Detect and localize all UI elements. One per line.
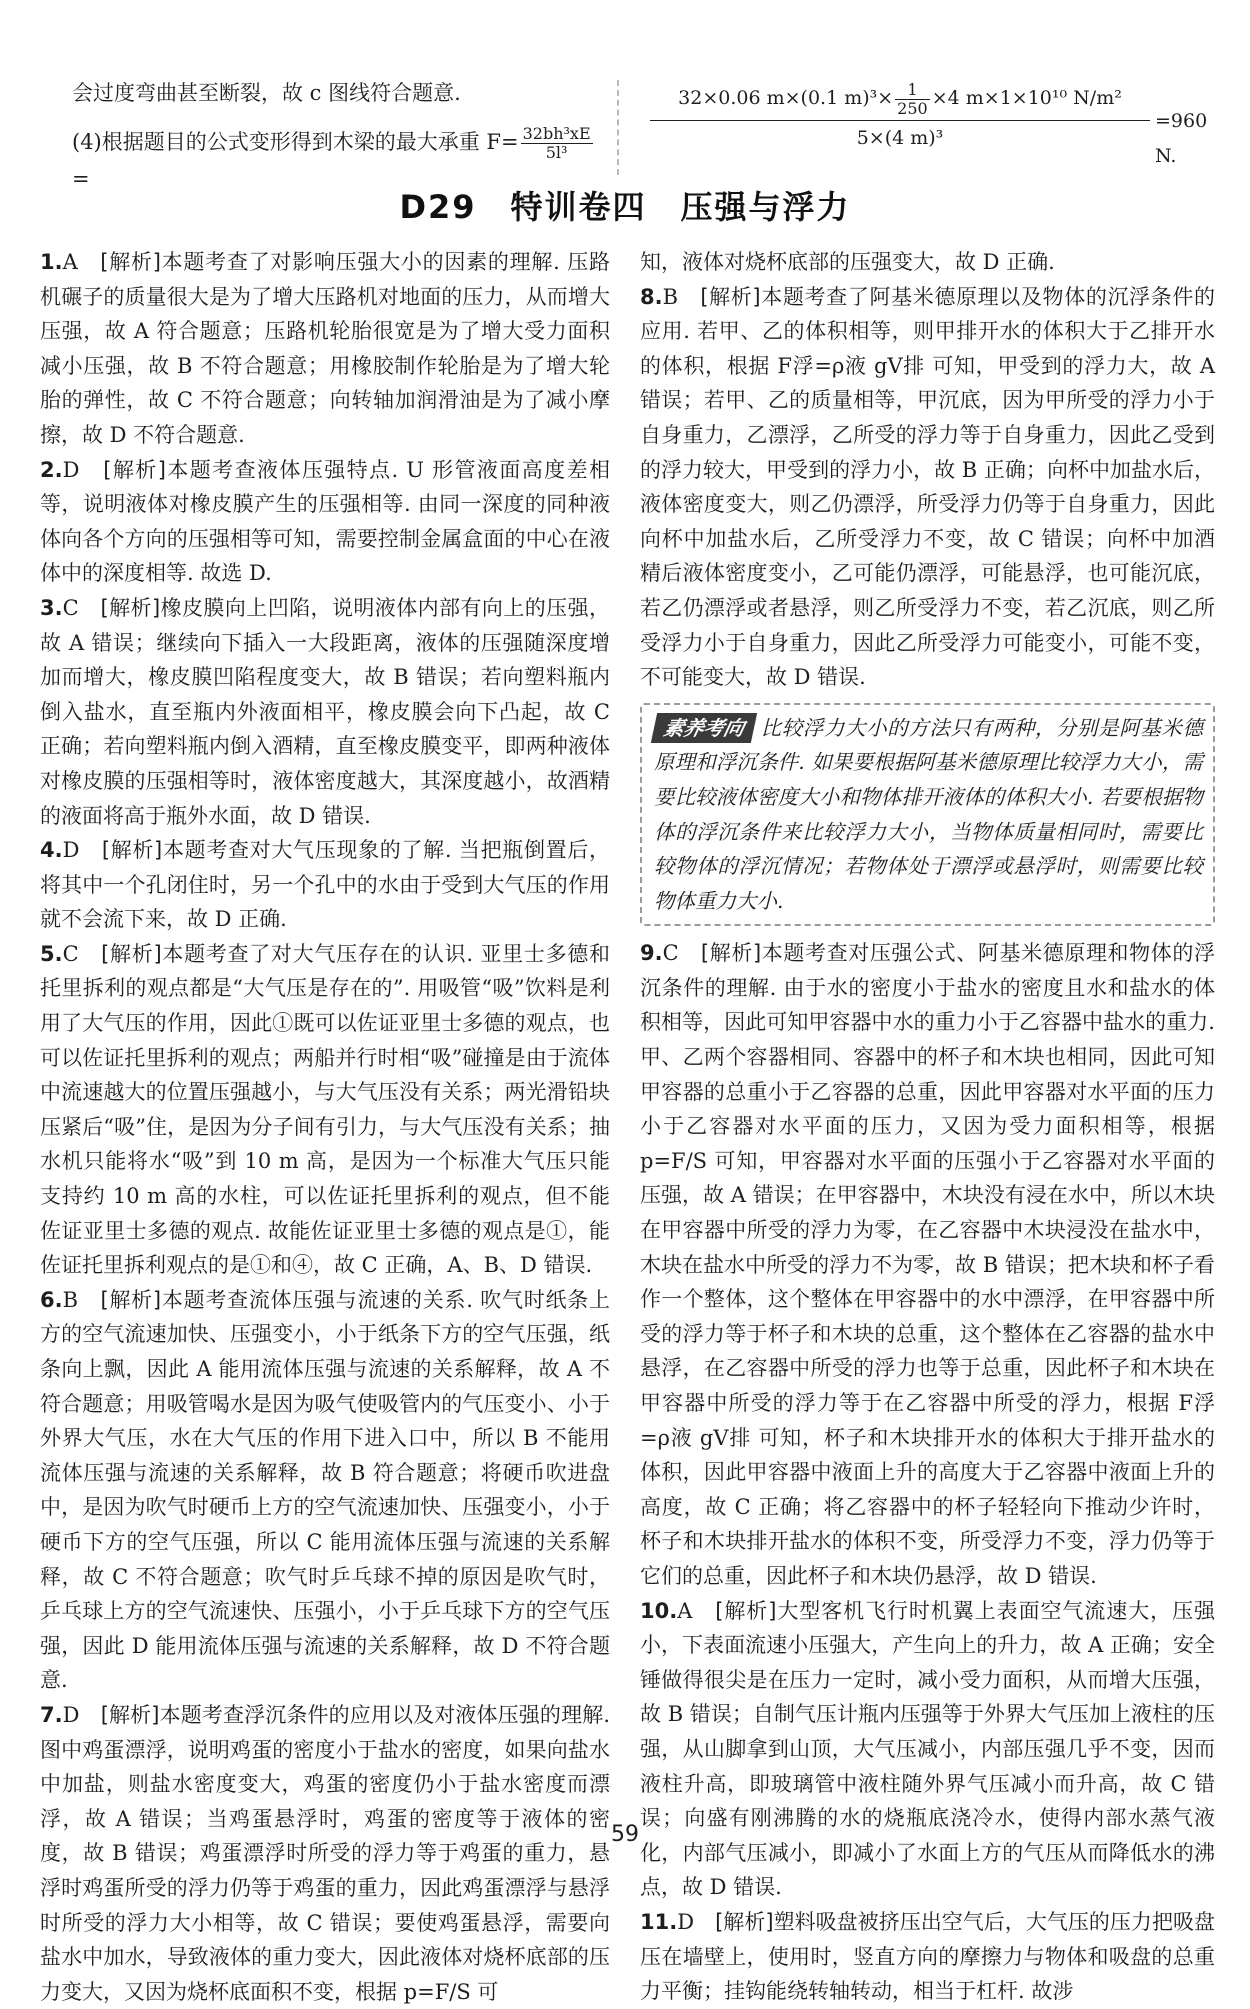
answer-item-4 bbox=[40, 833, 610, 937]
item-tag: [解析] bbox=[715, 1598, 777, 1623]
answer-item-6 bbox=[40, 1283, 610, 1698]
calc-fraction bbox=[650, 78, 1210, 178]
item-text: 本题考查了对大气压存在的认识. 亚里士多德和托里拆利的观点都是“大气压是存在的”. 用吸管“吸”饮料是利用了大气压的作用，因此①既可以佐证亚里士多德的观点，也可以佐证托里拆利的观点；两船并行时相“吸”碰撞是由于流体中流速越大的位置压强越小，与大气压没有关系；两光滑铅块压紧后“吸”住，是因为分子间有引力，与大气压没有关系；抽水机只能将水“吸”到 10 m 高，是因为一个标准大气压只能支持约 10 m 高的水柱，可以佐证托里拆利的观点，但不能佐证亚里士多德的观点. 故能佐证亚里士多德的观点是①，能佐证托里拆利观点的是①和④，故 C 正确，A、B、D 错误. bbox=[40, 941, 610, 1278]
item-text: 本题考查了阿基米德原理以及物体的沉浮条件的应用. 若甲、乙的体积相等，则甲排开水的体积大于乙排开水的体积，根据 F浮=ρ液 gV排 可知，甲受到的浮力大，故 A 错误；若甲、乙的质量相等，甲沉底，因为甲所受的浮力小于自身重力，乙漂浮，乙所受的浮力等于自身重力，因此乙受到的浮力较大，甲受到的浮力小，故 B 正确；向杯中加盐水后，液体密度变大，则乙仍漂浮，所受浮力仍等于自身重力，因此向杯中加盐水后，乙所受浮力不变，故 C 错误；向杯中加酒精后液体密度变小，乙可能仍漂浮，可能悬浮，也可能沉底，若乙仍漂浮或者悬浮，则乙所受浮力不变，若乙沉底，则乙所受浮力小于自身重力，因此乙所受浮力可能变小，可能不变，不可能变大，故 D 错误. bbox=[640, 284, 1216, 690]
item-answer: D bbox=[62, 457, 80, 482]
column-divider bbox=[617, 80, 619, 175]
item-answer: C bbox=[662, 941, 679, 966]
item-tag: [解析] bbox=[715, 1909, 774, 1934]
item-number: 2. bbox=[40, 457, 63, 482]
top-line-2-suffix: = bbox=[72, 166, 90, 191]
answer-item-2 bbox=[40, 453, 610, 591]
page-number: 59 bbox=[611, 1822, 639, 1847]
answer-item-7-continued: 知，液体对烧杯底部的压强变大，故 D 正确. bbox=[640, 250, 1055, 274]
fraction-result: =960 N. bbox=[1155, 110, 1208, 167]
left-column bbox=[40, 245, 610, 2009]
item-text: 橡皮膜向上凹陷，说明液体内部有向上的压强，故 A 错误；继续向下插入一大段距离，液体的压强随深度增加而增大，橡皮膜凹陷程度变大，故 B 错误；若向塑料瓶内倒入盐水，直至瓶内外液面相平，橡皮膜会向下凸起，故 C 正确；若向塑料瓶内倒入酒精，直至橡皮膜变平，即两种液体对橡皮膜的压强相等时，液体密度越大，其深度越小，故酒精的液面将高于瓶外水面，故 D 错误. bbox=[40, 595, 611, 828]
item-number: 10. bbox=[640, 1598, 678, 1623]
item-number: 8. bbox=[640, 284, 663, 309]
small-fraction-numerator: 1 bbox=[895, 81, 930, 100]
competency-note-box bbox=[640, 703, 1215, 927]
item-text: 本题考查液体压强特点. U 形管液面高度差相等，说明液体对橡皮膜产生的压强相等. 由同一深度的同种液体向各个方向的压强相等可知，需要控制金属盒面的中心在液体中的深度相等. 故选 D. bbox=[40, 457, 610, 586]
item-answer: D bbox=[62, 1702, 80, 1727]
top-line-2-prefix: (4)根据题目的公式变形得到木梁的最大承重 F= bbox=[72, 129, 519, 154]
numerator-part-a: 32×0.06 m×(0.1 m)³× bbox=[678, 87, 894, 109]
item-text: 本题考查对压强公式、阿基米德原理和物体的浮沉条件的理解. 由于水的密度小于盐水的密度且水和盐水的体积相等，因此可知甲容器中水的重力小于乙容器中盐水的重力. 甲、乙两个容器相同、容器中的杯子和木块也相同，因此可知甲容器的总重小于乙容器的总重，因此甲容器对水平面的压力小于乙容器对水平面的压力，又因为受力面积相等，根据 p=F/S 可知，甲容器对水平面的压强小于乙容器对水平面的压强，故 A 错误；在甲容器中，木块没有浸在水中，所以木块在甲容器中所受的浮力为零，在乙容器中木块浸没在盐水中，木块在盐水中所受的浮力不为零，故 B 错误；把木块和杯子看作一个整体，这个整体在甲容器中的水中漂浮，在甲容器中所受的浮力等于杯子和木块的总重，这个整体在乙容器的盐水中悬浮，在乙容器中所受的浮力也等于总重，因此杯子和木块在甲容器中所受的浮力等于在乙容器中所受的浮力，根据 F浮=ρ液 gV排 可知，杯子和木块排开水的体积大于排开盐水的体积，因此甲容器中液面上升的高度大于乙容器中液面上升的高度，故 C 正确；将乙容器中的杯子轻轻向下推动少许时，杯子和木块排开盐水的体积不变，所受浮力不变，浮力仍等于它们的总重，因此杯子和木块仍悬浮，故 D 错误. bbox=[640, 941, 1216, 1588]
right-column bbox=[640, 245, 1215, 2009]
top-line-1: 会过度弯曲甚至断裂，故 c 图线符合题意. bbox=[72, 81, 461, 105]
inline-fraction-denominator: 5l³ bbox=[545, 142, 568, 162]
item-number: 7. bbox=[40, 1702, 63, 1727]
item-tag: [解析] bbox=[103, 457, 166, 482]
answer-item-5 bbox=[40, 937, 610, 1283]
item-text: 本题考查浮沉条件的应用以及对液体压强的理解. 图中鸡蛋漂浮，说明鸡蛋的密度小于盐水的密度，如果向盐水中加盐，则盐水密度变大，鸡蛋的密度仍小于盐水密度而漂浮，故 A 错误；当鸡蛋悬浮时，鸡蛋的密度等于液体的密度，故 B 错误；鸡蛋漂浮时所受的浮力等于鸡蛋的重力，悬浮时鸡蛋所受的浮力仍等于鸡蛋的重力，因此鸡蛋漂浮与悬浮时所受的浮力大小相等，故 C 错误；要使鸡蛋悬浮，需要向盐水中加水，导致液体的重力变大，因此液体对烧杯底部的压力变大，又因为烧杯底面积不变，根据 p=F/S 可 bbox=[40, 1702, 610, 2004]
item-tag: [解析] bbox=[100, 250, 161, 274]
item-text: 本题考查了对影响压强大小的因素的理解. 压路机碾子的质量很大是为了增大压路机对地面的压力，从而增大压强，故 A 符合题意；压路机轮胎很宽是为了增大受力面积减小压强，故 B 不符合题意；用橡胶制作轮胎是为了增大轮胎的弹性，故 C 不符合题意；向转轴加润滑油是为了减小摩擦，故 D 不符合题意. bbox=[40, 250, 610, 447]
item-answer: D bbox=[62, 838, 80, 863]
item-tag: [解析] bbox=[700, 941, 762, 966]
item-number: 5. bbox=[40, 941, 63, 966]
item-text: 本题考查对大气压现象的了解. 当把瓶倒置后，将其中一个孔闭住时，另一个孔中的水由于受到大气压的作用就不会流下来，故 D 正确. bbox=[40, 838, 611, 932]
item-number: 6. bbox=[40, 1287, 63, 1312]
item-number: 9. bbox=[640, 941, 663, 966]
small-fraction bbox=[895, 81, 930, 118]
answer-item-7 bbox=[40, 1698, 610, 2009]
top-line-2 bbox=[72, 125, 602, 197]
answer-item-3 bbox=[40, 591, 610, 833]
small-fraction-denominator: 250 bbox=[897, 98, 928, 118]
answer-item-1 bbox=[40, 245, 610, 453]
item-tag: [解析] bbox=[100, 595, 161, 620]
answer-item-8 bbox=[640, 280, 1215, 695]
fraction bbox=[650, 78, 1150, 153]
competency-note-text: 比较浮力大小的方法只有两种，分别是阿基米德原理和浮沉条件. 如果要根据阿基米德原理比较浮力大小，需要比较液体密度大小和物体排开液体的体积大小. 若要根据物体的浮沉条件来比较浮力大小，当物体质量相同时，需要比较物体的浮沉情况；若物体处于漂浮或悬浮时，则需要比较物体重力大小. bbox=[654, 715, 1203, 913]
competency-badge: 素养考向 bbox=[651, 713, 757, 743]
answer-item-10 bbox=[640, 1594, 1215, 1905]
item-tag: [解析] bbox=[100, 1702, 160, 1727]
answer-item-9 bbox=[640, 936, 1215, 1593]
fraction-numerator bbox=[650, 78, 1150, 118]
section-title: D29 特训卷四 压强与浮力 bbox=[399, 188, 851, 226]
fraction-bar bbox=[650, 120, 1150, 121]
item-answer: A bbox=[677, 1598, 693, 1623]
item-answer: B bbox=[662, 284, 679, 309]
inline-fraction-numerator: 32bh³xE bbox=[522, 123, 591, 143]
item-answer: A bbox=[62, 250, 78, 274]
item-text: 大型客机飞行时机翼上表面空气流速大，压强小，下表面流速小压强大，产生向上的升力，故 A 正确；安全锤做得很尖是在压力一定时，减小受力面积，从而增大压强，故 B 错误；自制气压计瓶内压强等于外界大气压加上液柱的压强，从山脚拿到山顶，大气压减小，内部压强几乎不变，因而液柱升高，即玻璃管中液柱随外界气压减小而升高，故 C 错误；向盛有刚沸腾的水的烧瓶底浇冷水，使得内部水蒸气液化，内部气压减小，即减小了水面上方的气压从而降低水的沸点，故 D 错误. bbox=[640, 1598, 1216, 1900]
fraction-denominator: 5×(4 m)³ bbox=[856, 127, 944, 149]
item-answer: B bbox=[62, 1287, 79, 1312]
item-number: 1. bbox=[40, 250, 63, 274]
item-tag: [解析] bbox=[100, 1287, 162, 1312]
item-answer: D bbox=[677, 1909, 695, 1934]
top-left-text bbox=[72, 76, 602, 196]
item-tag: [解析] bbox=[101, 838, 163, 863]
item-number: 4. bbox=[40, 838, 63, 863]
item-answer: C bbox=[62, 595, 79, 620]
item-number: 11. bbox=[640, 1909, 678, 1934]
answer-item-11 bbox=[640, 1905, 1215, 2009]
numerator-part-b: ×4 m×1×10¹⁰ N/m² bbox=[931, 87, 1122, 109]
item-text: 塑料吸盘被挤压出空气后，大气压的压力把吸盘压在墙壁上，使用时，竖直方向的摩擦力与物体和吸盘的总重力平衡；挂钩能绕转轴转动，相当于杠杆. 故涉 bbox=[640, 1909, 1215, 2004]
item-text: 本题考查流体压强与流速的关系. 吹气时纸条上方的空气流速加快、压强变小，小于纸条下方的空气压强，纸条向上飘，因此 A 能用流体压强与流速的关系解释，故 A 不符合题意；用吸管喝水是因为吸气使吸管内的气压变小、小于外界大气压，水在大气压的作用下进入口中，所以 B 不能用流体压强与流速的关系解释，故 B 符合题意；将硬币吹进盘中，是因为吹气时硬币上方的空气流速加快、压强变小，小于硬币下方的空气压强，所以 C 能用流体压强与流速的关系解释，故 C 不符合题意；吹气时乒乓球不掉的原因是吹气时，乒乓球上方的空气流速快、压强小，小于乒乓球下方的空气压强，因此 D 能用流体压强与流速的关系解释，故 D 不符合题意. bbox=[40, 1287, 610, 1693]
top-continuation bbox=[0, 0, 1250, 191]
item-tag: [解析] bbox=[700, 284, 761, 309]
item-tag: [解析] bbox=[101, 941, 162, 966]
item-answer: C bbox=[62, 941, 79, 966]
inline-fraction bbox=[521, 125, 593, 162]
item-number: 3. bbox=[40, 595, 63, 620]
